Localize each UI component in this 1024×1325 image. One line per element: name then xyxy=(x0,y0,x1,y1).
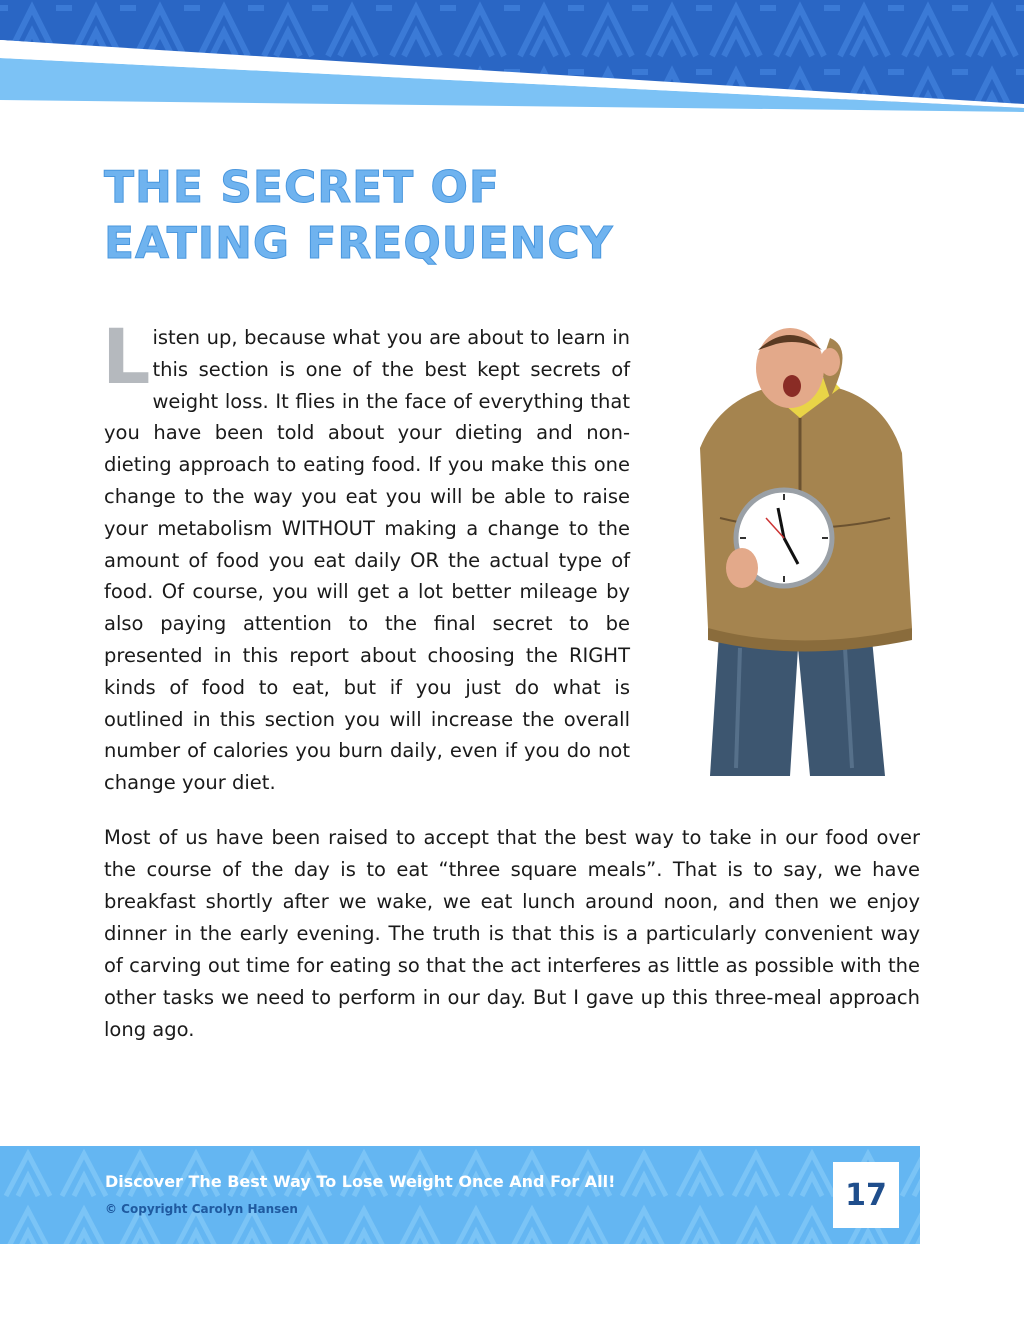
title-line-2: EATING FREQUENCY xyxy=(104,218,614,269)
drop-cap: L xyxy=(102,312,151,401)
body-paragraph: Most of us have been raised to accept that the best way to take in our food over the course of the day is to eat “three square meals”. That is to say, we have breakfast shortly after we wake, we eat lunch around noon, and then we enjoy dinner in the early evening. The truth is that this is a particularly convenient way of carving out time for eating so that the act interferes as little as possible with the other tasks we need to perform in our day. But I gave up this three-meal approach long ago. xyxy=(104,826,920,1041)
page-number: 17 xyxy=(833,1162,899,1228)
man-holding-clock-photo xyxy=(680,328,920,776)
page-title xyxy=(104,160,614,272)
footer-title: Discover The Best Way To Lose Weight Once And For All! xyxy=(105,1172,616,1191)
header-pattern-band xyxy=(0,0,1024,112)
footer-pattern-band xyxy=(0,1146,920,1244)
intro-text: isten up, because what you are about to learn in this section is one of the best kept secrets of weight loss. It flies in the face of everything that you have been told about your dieting and non-dieting approach to eating food. If you make this one change to the way you eat you will be able to raise your metabolism WITHOUT making a change to the amount of food you eat daily OR the actual type of food. Of course, you will get a lot better mileage by also paying attention to the final secret to be presented in this report about choosing the RIGHT kinds of food to eat, but if you just do what is outlined in this section you will increase the overall number of calories you burn daily, even if you do not change your diet. xyxy=(104,326,630,795)
intro-paragraph xyxy=(102,312,630,799)
title-line-1: THE SECRET OF xyxy=(104,162,500,213)
footer-copyright: © Copyright Carolyn Hansen xyxy=(105,1202,298,1216)
